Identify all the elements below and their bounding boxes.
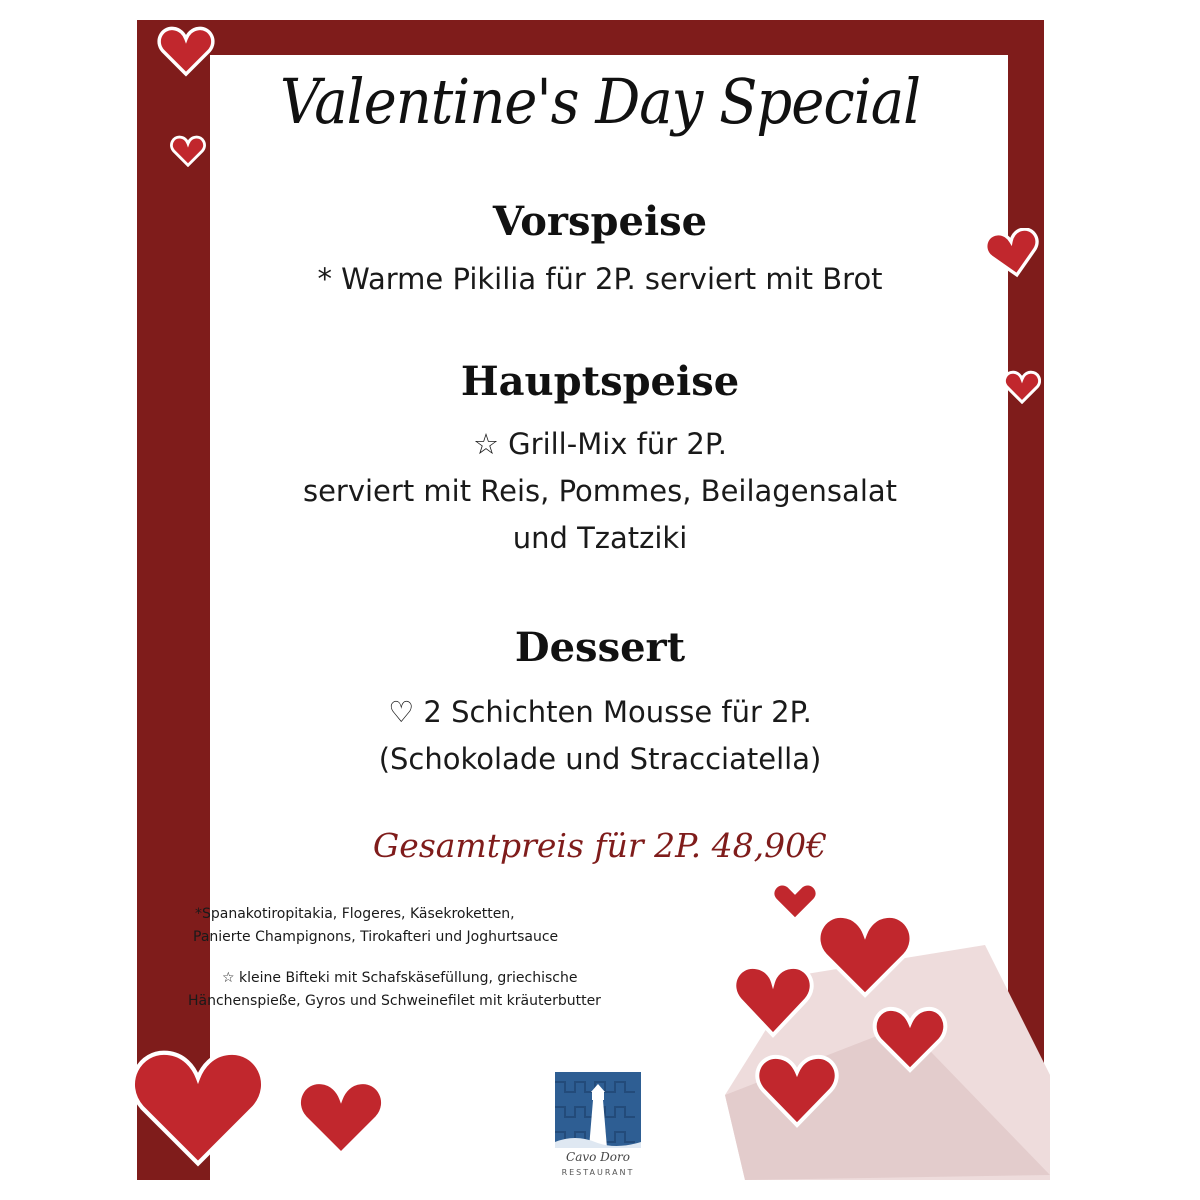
menu-line: * Warme Pikilia für 2P. serviert mit Brot: [317, 262, 883, 296]
footnote-line: ☆ kleine Bifteki mit Schafskäsefüllung, griechische: [222, 970, 578, 986]
lighthouse-icon: [555, 1072, 641, 1148]
menu-line: serviert mit Reis, Pommes, Beilagensalat: [302, 474, 898, 508]
heart-icon: [296, 1075, 386, 1160]
menu-line: (Schokolade und Stracciatella): [378, 742, 822, 776]
heart-icon: [1003, 370, 1041, 404]
footnote-line: Hänchenspieße, Gyros und Schweinefilet mit kräuterbutter: [188, 993, 601, 1009]
logo-subtitle: RESTAURANT: [561, 1168, 635, 1177]
heart-icon: [128, 1040, 268, 1175]
page-title: Valentine's Day Special: [279, 66, 920, 139]
envelope-with-hearts-icon: [705, 875, 1050, 1180]
menu-line: und Tzatziki: [512, 521, 688, 555]
restaurant-logo: [555, 1072, 641, 1148]
logo-name: Cavo Doro: [566, 1150, 630, 1164]
section-heading-hauptspeise: Hauptspeise: [460, 358, 740, 405]
footnote-line: Panierte Champignons, Tirokafteri und Joghurtsauce: [193, 929, 559, 945]
heart-icon: [170, 135, 206, 167]
menu-line: ♡ 2 Schichten Mousse für 2P.: [388, 695, 812, 729]
total-price: Gesamtpreis für 2P. 48,90€: [372, 826, 828, 865]
menu-line: ☆ Grill-Mix für 2P.: [472, 427, 728, 461]
section-heading-dessert: Dessert: [514, 624, 686, 671]
section-heading-vorspeise: Vorspeise: [492, 198, 708, 245]
footnote-line: *Spanakotiropitakia, Flogeres, Käsekroketten,: [195, 906, 515, 922]
